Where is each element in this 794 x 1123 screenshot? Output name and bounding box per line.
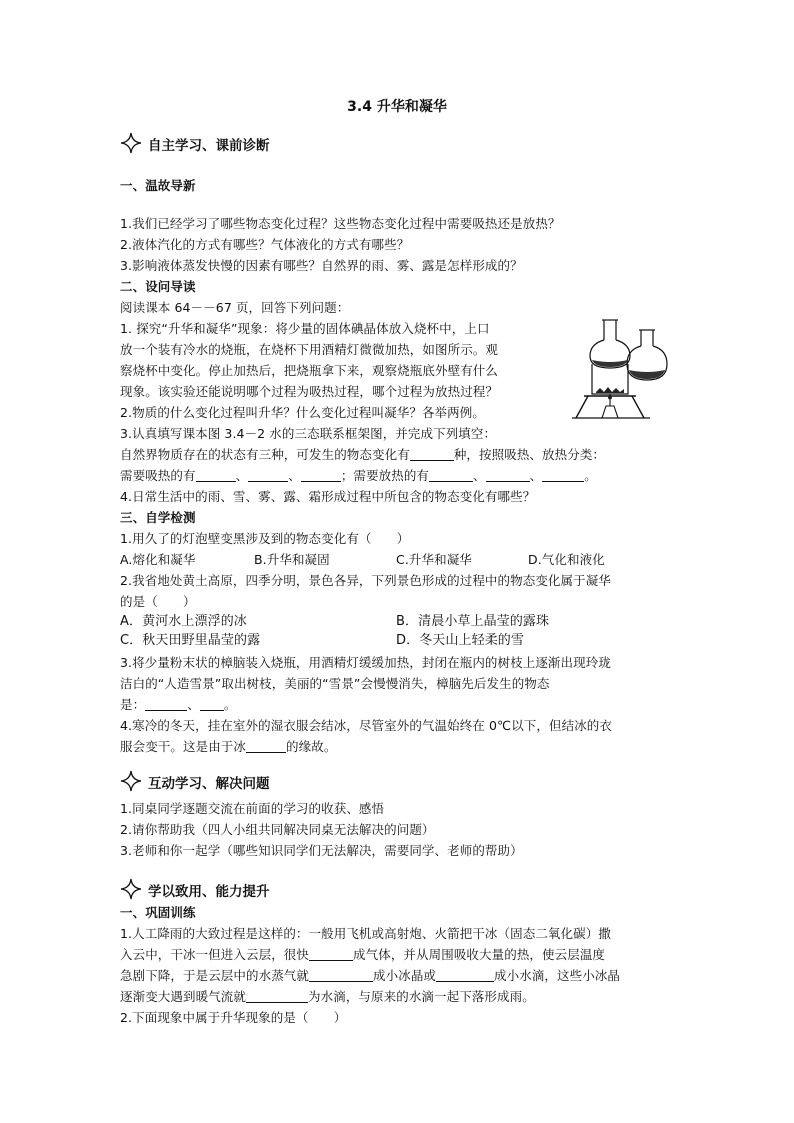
four-point-star-icon [120,132,142,154]
four-point-star-icon [120,878,142,900]
fill-blank[interactable] [200,696,224,711]
option-b[interactable]: B．清晨小草上晶莹的露珠 [396,614,550,629]
option-d[interactable]: D.气化和液化 [528,552,605,567]
section-heading-interactive [120,770,270,796]
text-part: 需要吸热的有 [120,468,196,483]
guided-question-1-line-4: 现象。该实验还能说明哪个过程为吸热过程，哪个过程为放热过程？ [120,384,499,399]
separator: 、 [473,468,486,483]
interactive-item-1: 1.同桌同学逐题交流在前面的学习的收获、感悟 [120,801,385,816]
text-part: 逐渐变大遇到暖气流就 [120,989,247,1004]
text-part: 急剧下降，于是云层中的水蒸气就 [120,968,310,983]
consolidation-question-1-line-4 [120,987,535,1007]
self-test-question-3-line-2: 洁白的“人造雪景”取出树枝，美丽的“雪景”会慢慢消失，樟脑先后发生的物态 [120,676,550,691]
text-part: 为水滴，与原来的水滴一起下落形成雨。 [308,989,535,1004]
text-part: 是： [120,697,146,712]
consolidation-question-1-line-2 [120,945,605,965]
subheading-guided-reading: 二、设问导读 [120,279,196,294]
option-c[interactable]: C．秋天田野里晶莹的露 [120,633,261,648]
option-d[interactable]: D．冬天山上轻柔的雪 [396,633,525,648]
self-test-question-4-line-2 [120,737,336,757]
four-point-star-icon [120,770,142,792]
self-test-question-3-line-1: 3.将少量粉末状的樟脑装入烧瓶，用酒精灯缓缓加热，封闭在瓶内的树枝上逐渐出现玲珑 [120,655,611,670]
separator: 、 [187,697,200,712]
separator: 、 [235,468,249,483]
period: 。 [223,697,237,712]
separator: 、 [529,468,543,483]
section-heading-application [120,878,270,904]
reading-instruction: 阅读课本 64－－67 页，回答下列问题： [120,300,350,315]
review-question-3: 3.影响液体蒸发快慢的因素有哪些？自然界的雨、雾、露是怎样形成的？ [120,258,523,273]
review-question-1: 1.我们已经学习了哪些物态变化过程？这些物态变化过程中需要吸热还是放热？ [120,216,561,231]
text-part: 服会变干。这是由于冰 [120,739,247,754]
text-part: 成气体，并从周围吸收大量的热，使云层温度 [353,947,606,962]
subheading-self-test: 三、自学检测 [120,510,196,525]
consolidation-question-1-line-1: 1.人工降雨的大致过程是这样的：一般用飞机或高射炮、火箭把干冰（固态二氧化碳）撒 [120,926,611,941]
fill-blank[interactable] [309,967,373,982]
text-part: 成小水滴，这些小冰晶 [494,968,621,983]
guided-question-4: 4.日常生活中的雨、雪、雾、露、霜形成过程中所包含的物态变化有哪些？ [120,489,536,504]
fill-blank[interactable] [246,988,308,1003]
self-test-question-1: 1.用久了的灯泡壁变黑涉及到的物态变化有（ ） [120,531,410,546]
flask-with-water-image [622,328,672,384]
section-heading-label: 学以致用、能力提升 [148,884,270,900]
section-heading-label: 互动学习、解决问题 [148,776,270,792]
page-title: 3.4 升华和凝华 [347,99,447,115]
self-test-question-4-line-1: 4.寒冷的冬天，挂在室外的湿衣服会结冰，尽管室外的气温始终在 0℃以下，但结冰的衣 [120,718,612,733]
guided-question-3-line-3 [120,466,597,486]
self-test-question-2-line-1: 2.我省地处黄土高原，四季分明，景色各异，下列景色形成的过程中的物态变化属于凝华 [120,573,611,588]
separator: 、 [288,468,301,483]
text-part: 自然界物质存在的状态有三种，可发生的物态变化有 [120,447,410,462]
guided-question-1-line-1: 1. 探究“升华和凝华”现象：将少量的固体碘晶体放入烧杯中，上口 [120,321,490,336]
fill-blank[interactable] [436,967,494,982]
text-part: 入云中，干冰一但进入云层，很快 [120,947,310,962]
review-question-2: 2.液体汽化的方式有哪些？气体液化的方式有哪些？ [120,237,410,252]
fill-blank[interactable] [410,446,454,461]
option-c[interactable]: C.升华和凝华 [396,552,472,567]
interactive-item-3: 3.老师和你一起学（哪些知识同学们无法解决，需要同学、老师的帮助） [120,843,523,858]
guided-question-3-line-1: 3.认真填写课本图 3.4－2 水的三态联系框架图，并完成下列填空： [120,426,497,441]
self-test-question-2-line-2: 的是（ ） [120,594,196,609]
text-part: 的缘故。 [286,739,337,754]
section-heading-self-study [120,132,270,158]
interactive-item-2: 2.请你帮助我（四人小组共同解决同桌无法解决的问题） [120,822,435,837]
fill-blank[interactable] [196,467,236,482]
fill-blank[interactable] [301,467,341,482]
option-b[interactable]: B.升华和凝固 [254,552,330,567]
consolidation-question-2: 2.下面现象中属于升华现象的是（ ） [120,1010,347,1025]
period: 。 [584,468,597,483]
section-heading-label: 自主学习、课前诊断 [148,138,270,154]
fill-blank[interactable] [248,467,288,482]
self-test-question-3-line-3 [120,695,236,715]
text-part: 种，按照吸热、放热分类： [453,447,606,462]
option-a[interactable]: A.熔化和凝华 [120,552,196,567]
fill-blank[interactable] [246,738,286,753]
guided-question-3-line-2 [120,445,605,465]
guided-question-2: 2.物质的什么变化过程叫升华？什么变化过程叫凝华？各举两例。 [120,405,485,420]
consolidation-question-1-line-3 [120,966,620,986]
option-a[interactable]: A．黄河水上漂浮的冰 [120,614,247,629]
fill-blank[interactable] [309,946,353,961]
subheading-consolidation: 一、巩固训练 [120,905,196,920]
text-part: 成小冰晶或 [373,968,437,983]
guided-question-1-line-2: 放一个装有冷水的烧瓶，在烧杯下用酒精灯微微加热，如图所示。观 [120,342,499,357]
text-part: ；需要放热的有 [340,468,430,483]
guided-question-1-line-3: 察烧杯中变化。停止加热后，把烧瓶拿下来，观察烧瓶底外壁有什么 [120,363,499,378]
fill-blank[interactable] [429,467,473,482]
fill-blank[interactable] [486,467,530,482]
fill-blank[interactable] [542,467,584,482]
fill-blank[interactable] [145,696,187,711]
subheading-review: 一、温故导新 [120,178,196,193]
